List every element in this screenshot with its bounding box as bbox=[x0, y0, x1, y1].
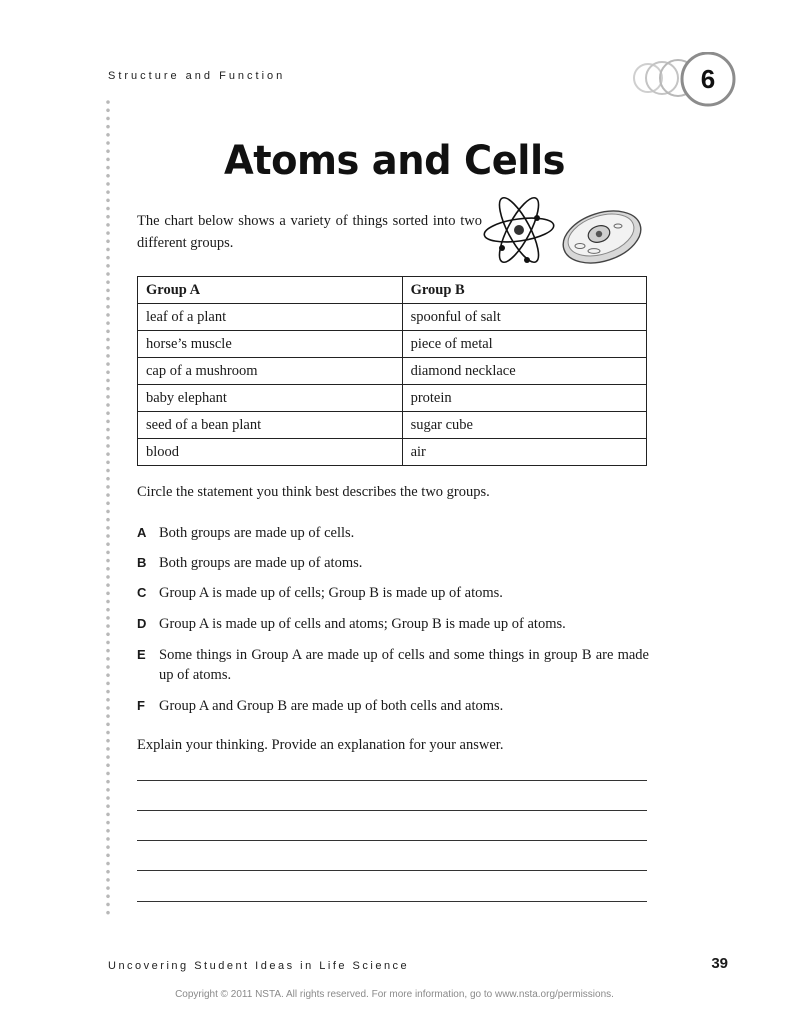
table-row bbox=[138, 331, 647, 358]
table-row bbox=[138, 412, 647, 439]
copyright-notice: Copyright © 2011 NSTA. All rights reserved. For more information, go to www.nsta.org/permissions. bbox=[175, 989, 614, 1000]
table-cell: spoonful of salt bbox=[402, 304, 646, 331]
page-number: 39 bbox=[711, 955, 728, 972]
groups-table bbox=[137, 276, 647, 466]
option-d[interactable] bbox=[137, 614, 649, 634]
intro-text: The chart below shows a variety of things sorted into two different groups. bbox=[137, 213, 482, 251]
option-letter: B bbox=[137, 555, 147, 570]
option-c[interactable] bbox=[137, 583, 649, 603]
answer-line[interactable] bbox=[137, 870, 647, 871]
table-row bbox=[138, 439, 647, 466]
option-b[interactable] bbox=[137, 553, 649, 573]
option-e[interactable] bbox=[137, 645, 649, 685]
margin-dots bbox=[105, 98, 111, 918]
table-cell: air bbox=[402, 439, 646, 466]
table-cell: seed of a bean plant bbox=[138, 412, 403, 439]
table-cell: protein bbox=[402, 385, 646, 412]
table-cell: horse’s muscle bbox=[138, 331, 403, 358]
circle-prompt: Circle the statement you think best describes the two groups. bbox=[137, 484, 490, 500]
table-cell: piece of metal bbox=[402, 331, 646, 358]
table-row bbox=[138, 304, 647, 331]
table-cell: leaf of a plant bbox=[138, 304, 403, 331]
option-letter: F bbox=[137, 698, 145, 713]
table-cell: sugar cube bbox=[402, 412, 646, 439]
option-letter: A bbox=[137, 525, 147, 540]
table-row bbox=[138, 358, 647, 385]
page-title: Atoms and Cells bbox=[223, 138, 566, 184]
explain-prompt: Explain your thinking. Provide an explanation for your answer. bbox=[137, 737, 504, 753]
table-cell: baby elephant bbox=[138, 385, 403, 412]
answer-line[interactable] bbox=[137, 901, 647, 902]
option-f[interactable] bbox=[137, 696, 649, 716]
option-letter: E bbox=[137, 647, 146, 662]
option-text: Some things in Group A are made up of cells and some things in group B are made up of atoms. bbox=[159, 647, 649, 683]
table-header-row bbox=[138, 277, 647, 304]
option-text: Group A and Group B are made up of both cells and atoms. bbox=[159, 698, 504, 714]
table-header-group-a: Group A bbox=[138, 277, 403, 304]
table-header-group-b: Group B bbox=[402, 277, 646, 304]
section-label: Structure and Function bbox=[108, 70, 286, 82]
table-cell: diamond necklace bbox=[402, 358, 646, 385]
chapter-badge-icon bbox=[632, 52, 742, 108]
answer-line[interactable] bbox=[137, 840, 647, 841]
option-text: Both groups are made up of atoms. bbox=[159, 555, 363, 571]
option-text: Group A is made up of cells and atoms; Group B is made up of atoms. bbox=[159, 616, 566, 632]
answer-line[interactable] bbox=[137, 780, 647, 781]
chapter-number: 6 bbox=[700, 64, 716, 94]
cell-icon bbox=[558, 204, 644, 266]
option-letter: C bbox=[137, 585, 147, 600]
answer-line[interactable] bbox=[137, 810, 647, 811]
option-text: Group A is made up of cells; Group B is made up of atoms. bbox=[159, 585, 503, 601]
book-title: Uncovering Student Ideas in Life Science bbox=[108, 960, 410, 972]
table-cell: cap of a mushroom bbox=[138, 358, 403, 385]
option-letter: D bbox=[137, 616, 147, 631]
option-text: Both groups are made up of cells. bbox=[159, 525, 355, 541]
atom-icon bbox=[480, 190, 558, 270]
table-cell: blood bbox=[138, 439, 403, 466]
option-a[interactable] bbox=[137, 523, 649, 543]
table-row bbox=[138, 385, 647, 412]
